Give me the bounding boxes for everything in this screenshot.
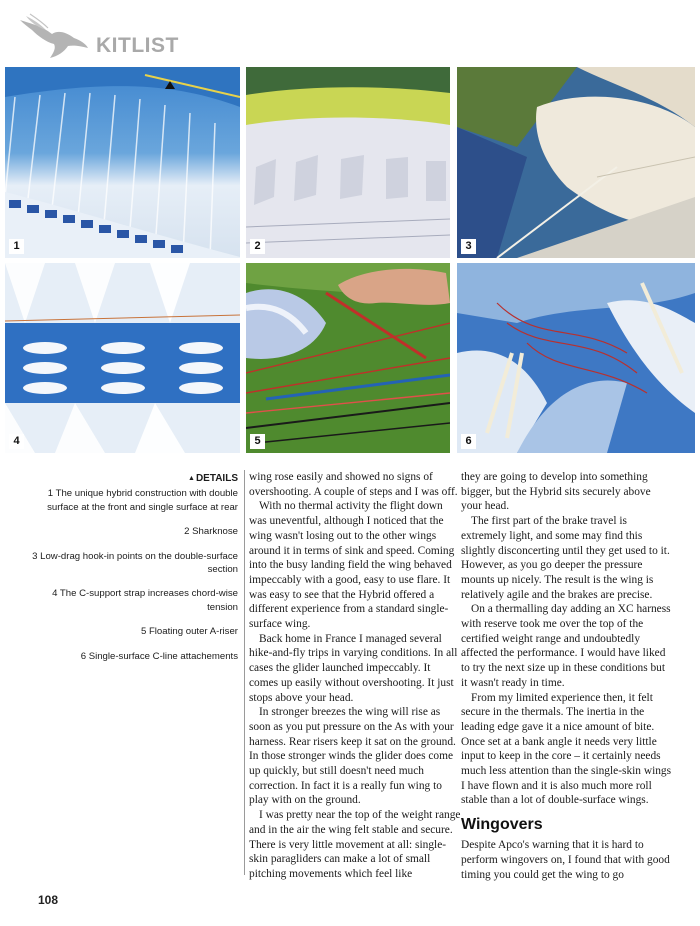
page-number: 108 [38, 893, 59, 907]
section-label: KITLIST [96, 34, 179, 57]
photo-number: 1 [9, 239, 24, 254]
column-divider [244, 470, 245, 875]
photo-number: 2 [250, 239, 265, 254]
paragraph: On a thermalling day adding an XC harness with reserve took me over the top of the certified weight range and undoubtedly affected the performance. I would have liked to try the next size up in these conditions but it wasn't ready in time. [461, 603, 671, 689]
paragraph: The first part of the brake travel is extremely light, and some may find this slightly disconcerting until they get used to it. However, as you go deeper the pressure mounts up nicely. The result is the wing is relatively agile and the brakes are precise. [461, 515, 670, 601]
paragraph: From my limited experience then, it felt secure in the thermals. The inertia in the leading edge gave it a nice amount of bite. Once set at a bank angle it needs very little input to keep in the core – it certainly needs much less attention than the single-skin wings I have flown and it is also much more roll stable than a lot of double-surface wings. [461, 691, 672, 807]
paragraph: I was pretty near the top of the weight range and in the air the wing felt stable and secure. There is very little movement at all: single-skin paragliders can make a lot of small pitching movements which feel like [249, 809, 461, 880]
photo-2 [246, 67, 450, 258]
details-item: 6 Single-surface C-line attachements [80, 650, 238, 662]
details-item: 5 Floating outer A-riser [140, 626, 238, 638]
photo-4 [5, 263, 240, 453]
details-item: 3 Low-drag hook-in points on the double-surface section [32, 550, 238, 576]
paragraph: Despite Apco's warning that it is hard to perform wingovers on, I found that with good timing you could get the wing to go [461, 839, 670, 881]
triangle-icon: ▲ [188, 475, 195, 482]
photo-5 [246, 263, 450, 453]
details-item: 1 The unique hybrid construction with double surface at the front and single surface at rear [47, 488, 238, 513]
flying-bird-icon [18, 12, 90, 60]
article-column-2 [461, 470, 673, 882]
photo-number: 5 [250, 434, 265, 449]
paragraph: wing rose easily and showed no signs of overshooting. A couple of steps and I was off. [249, 471, 458, 498]
article-column-1 [249, 470, 461, 882]
details-sidebar [30, 472, 238, 674]
details-heading: ▲DETAILS [188, 473, 238, 484]
photo-number: 4 [9, 434, 24, 449]
paragraph: they are going to develop into something bigger, but the Hybrid sits securely above your head. [461, 471, 651, 513]
photo-1 [5, 67, 240, 258]
photo-number: 3 [461, 239, 476, 254]
paragraph: With no thermal activity the flight down was uneventful, although I noticed that the wing wasn't losing out to the other wings around it in terms of sink and speed. Coming into the busy landing field the wing behaved impeccably with a good, easy to use flare. It was easy to see that the Hybrid offered a different experience from a standard single-surface wing. [249, 500, 455, 631]
photo-6 [457, 263, 695, 453]
paragraph: In stronger breezes the wing will rise as soon as you put pressure on the As with your harness. Rear risers keep it sat on the ground. In those stronger winds the glider does come up quickly, but still doesn't need much correction. In fact it is a really fun wing to play with on the ground. [249, 706, 456, 807]
details-item: 2 Sharknose [184, 526, 238, 538]
paragraph: Back home in France I managed several hike-and-fly trips in varying conditions. In all cases the glider launched impeccably. It comes up easily without overshooting. It just stops above your head. [249, 632, 458, 704]
details-item: 4 The C-support strap increases chord-wise tension [52, 588, 238, 613]
photo-3 [457, 67, 695, 258]
subheading: Wingovers [461, 816, 543, 834]
photo-number: 6 [461, 434, 476, 449]
